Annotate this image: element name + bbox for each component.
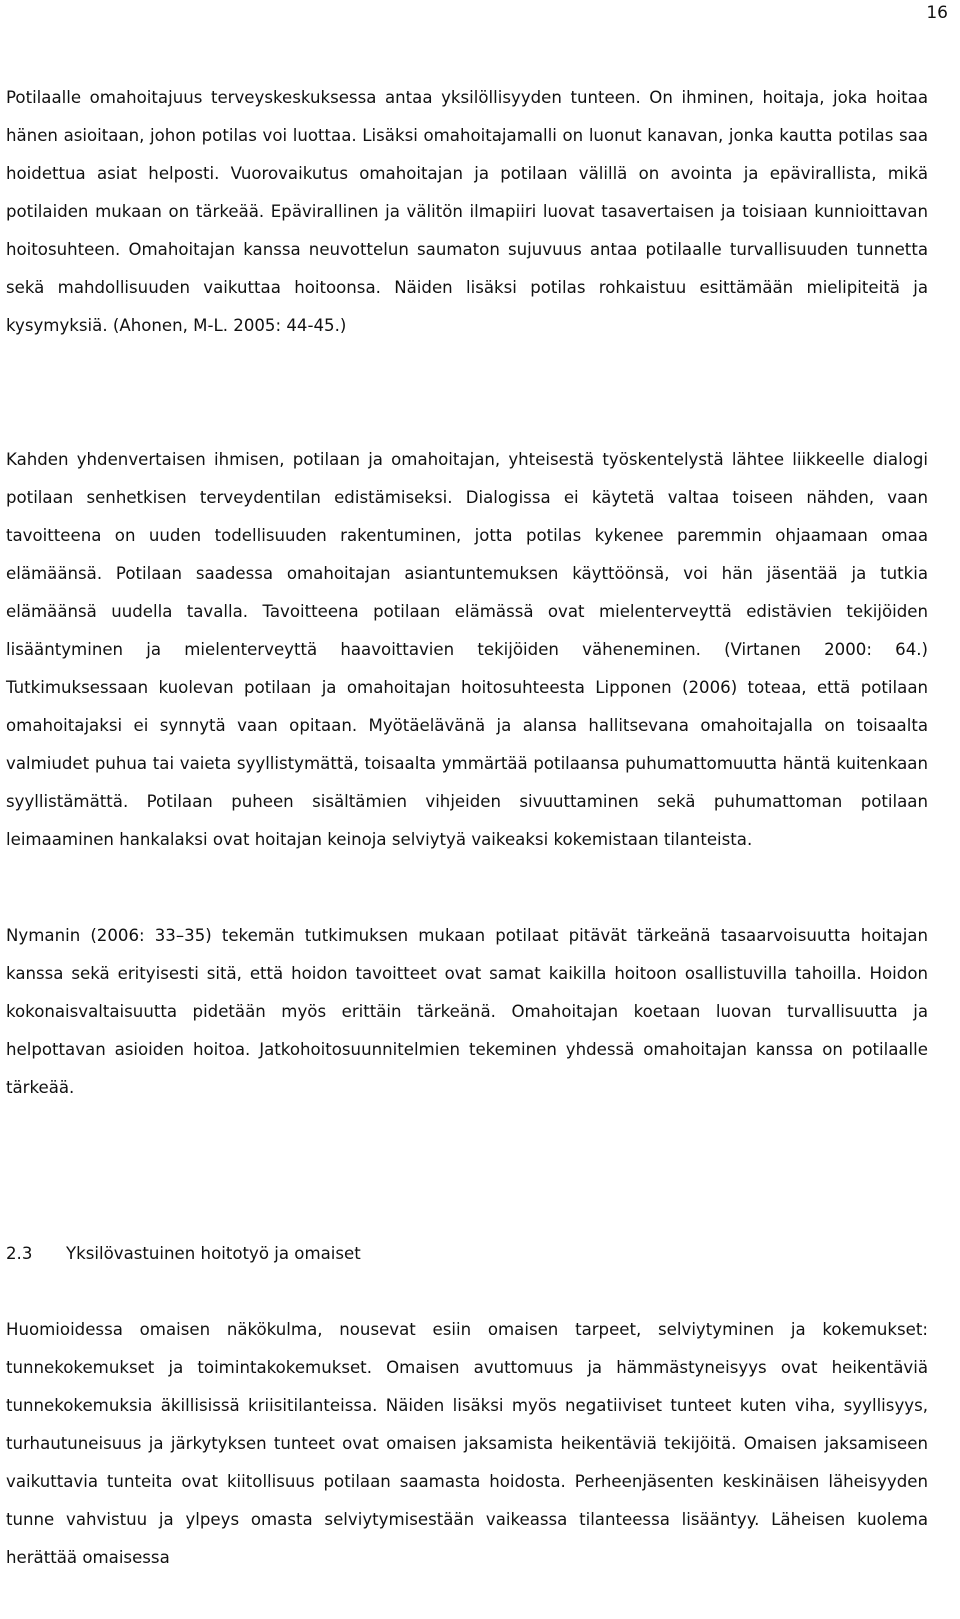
page-number: 16 bbox=[926, 3, 948, 23]
section-number: 2.3 bbox=[6, 1244, 33, 1263]
paragraph-dialogue bbox=[6, 441, 928, 859]
paragraph-text: Potilaalle omahoitajuus terveyskeskuksessa antaa yksilöllisyyden tunteen. On ihminen, hoitaja, joka hoitaa hänen asioitaan, johon potilas voi luottaa. Lisäksi omahoitajamalli on luonut kanavan, jonka kautta potilas saa hoidettua asiat helposti. Vuorovaikutus omahoitajan ja potilaan välillä on avointa ja epävirallista, mikä potilaiden mukaan on tärkeää. Epävirallinen ja välitön ilmapiiri luovat tasavertaisen ja toisiaan kunnioittavan hoitosuhteen. Omahoitajan kanssa neuvottelun saumaton sujuvuus antaa potilaalle turvallisuuden tunnetta sekä mahdollisuuden vaikuttaa hoitoonsa. Näiden lisäksi potilas rohkaistuu esittämään mielipiteitä ja kysymyksiä. (Ahonen, M-L. 2005: 44-45.) bbox=[6, 88, 928, 335]
paragraph-text: Kahden yhdenvertaisen ihmisen, potilaan ja omahoitajan, yhteisestä työskentelystä lähtee liikkeelle dialogi potilaan senhetkisen terveydentilan edistämiseksi. Dialogissa ei käytetä valtaa toiseen nähden, vaan tavoitteena on uuden todellisuuden rakentuminen, jotta potilas kykenee paremmin ohjaamaan omaa elämäänsä. Potilaan saadessa omahoitajan asiantuntemuksen käyttöönsä, voi hän jäsentää ja tutkia elämäänsä uudella tavalla. Tavoitteena potilaan elämässä ovat mielenterveyttä edistävien tekijöiden lisääntyminen ja mielenterveyttä haavoittavien tekijöiden väheneminen. (Virtanen 2000: 64.) Tutkimuksessaan kuolevan potilaan ja omahoitajan hoitosuhteesta Lipponen (2006) toteaa, että potilaan omahoitajaksi ei synnytä vaan opitaan. Myötäelävänä ja alansa hallitsevana omahoitajalla on toisaalta valmiudet puhua tai vaieta syyllistymättä, toisaalta ymmärtää potilaansa puhumattomuutta häntä kuitenkaan syyllistämättä. Potilaan puheen sisältämien vihjeiden sivuuttaminen sekä puhumattoman potilaan leimaaminen hankalaksi ovat hoitajan keinoja selviytyä vaikeaksi kokemistaan tilanteista. bbox=[6, 450, 928, 849]
section-heading bbox=[6, 1235, 361, 1273]
paragraph-relatives bbox=[6, 1311, 928, 1577]
paragraph-text: Huomioidessa omaisen näkökulma, nousevat esiin omaisen tarpeet, selviytyminen ja kokemukset: tunnekokemukset ja toimintakokemukset. Omaisen avuttomuus ja hämmästyneisyys ovat heikentäviä tunnekokemuksia äkillisissä kriisitilanteissa. Näiden lisäksi myös negatiiviset tunteet kuten viha, syyllisyys, turhautuneisuus ja järkytyksen tunteet ovat omaisen jaksamista heikentäviä tekijöitä. Omaisen jaksamiseen vaikuttavia tunteita ovat kiitollisuus potilaan saamasta hoidosta. Perheenjäsenten keskinäisen läheisyyden tunne vahvistuu ja ylpeys omasta selviytymisestään vaikeassa tilanteessa lisääntyy. Läheisen kuolema herättää omaisessa bbox=[6, 1320, 928, 1567]
section-title: Yksilövastuinen hoitotyö ja omaiset bbox=[66, 1244, 361, 1263]
paragraph-patient-primary-nursing bbox=[6, 79, 928, 345]
paragraph-nyman-study bbox=[6, 917, 928, 1107]
paragraph-text: Nymanin (2006: 33–35) tekemän tutkimuksen mukaan potilaat pitävät tärkeänä tasaarvoisuutta hoitajan kanssa sekä erityisesti sitä, että hoidon tavoitteet ovat samat kaikilla hoitoon osallistuvilla tahoilla. Hoidon kokonaisvaltaisuutta pidetään myös erittäin tärkeänä. Omahoitajan koetaan luovan turvallisuutta ja helpottavan asioiden hoitoa. Jatkohoitosuunnitelmien tekeminen yhdessä omahoitajan kanssa on potilaalle tärkeää. bbox=[6, 926, 928, 1097]
